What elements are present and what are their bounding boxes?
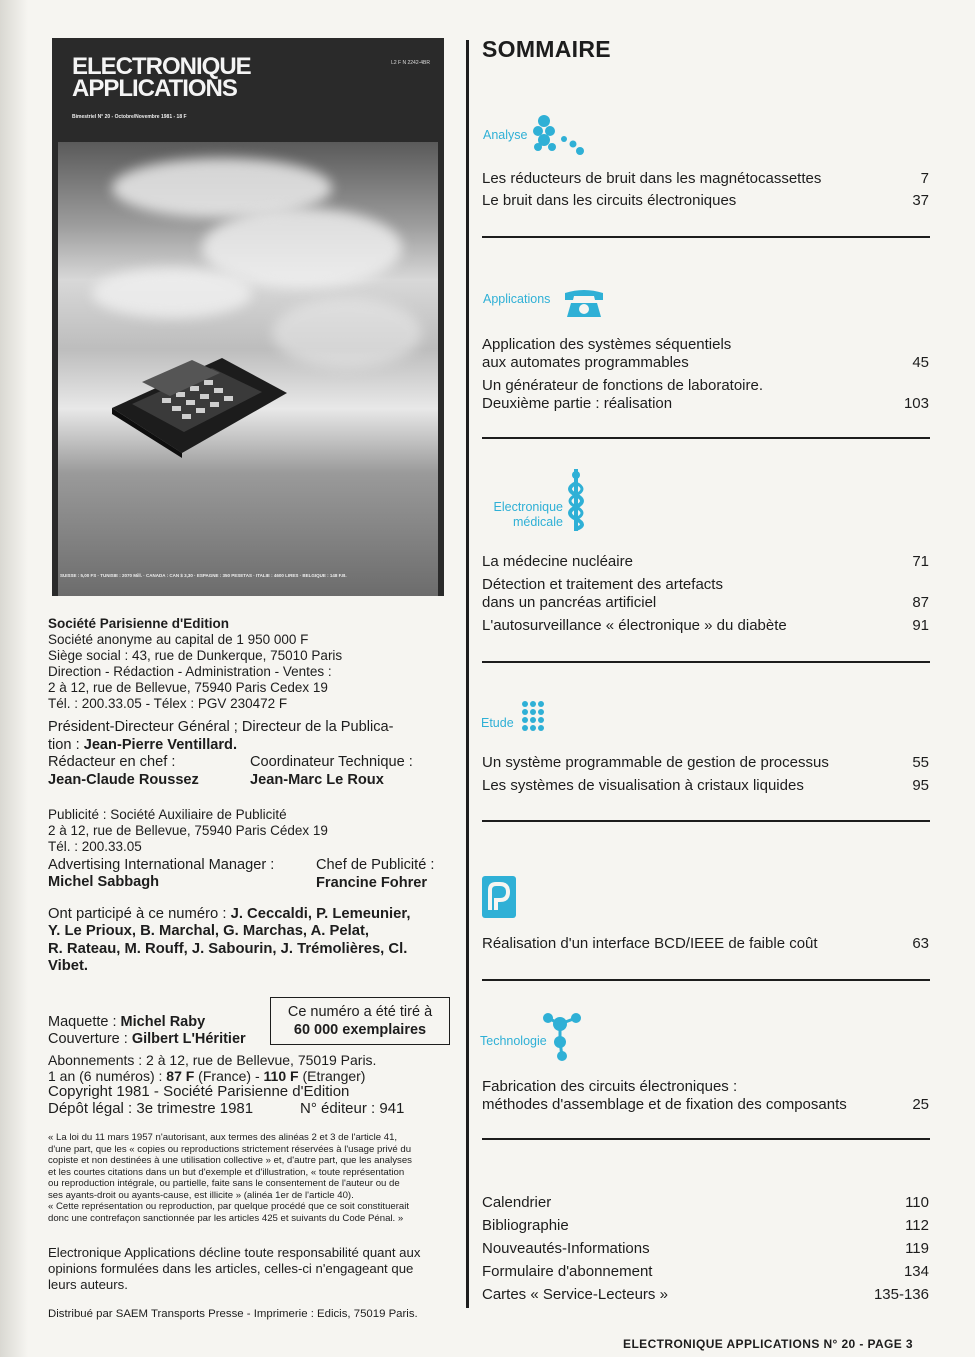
toc-entry: Bibliographie 112 — [482, 1217, 929, 1234]
publicite-line: Publicité : Société Auxiliaire de Publicité — [48, 807, 287, 822]
column-rule — [466, 40, 469, 1308]
cover-subtitle: Bimestriel N° 20 - Octobre/Novembre 1981 - 18 F — [72, 114, 187, 120]
contributors-line: Y. Le Prioux, B. Marchal, G. Marchas, A. Pelat, — [48, 923, 369, 939]
abonnements-line: Abonnements : 2 à 12, rue de Bellevue, 75019 Paris. — [48, 1052, 377, 1068]
contributors-line: R. Rateau, M. Rouff, J. Sabourin, J. Trémolières, Cl. — [48, 941, 408, 957]
toc-entry: Nouveautés-Informations 119 — [482, 1240, 929, 1257]
section-label-technologie: Technologie — [480, 1034, 547, 1048]
legal-notice: « La loi du 11 mars 1957 n'autorisant, aux termes des alinéas 2 et 3 de l'article 41, d'une part, que les « copies ou reproductions strictement réservées à l'usage privé du copiste et non destinées à une utilisation collective » et, d'autre part, que les analyses et les courtes citations dans un but d'exemple et d'illustration, « toute représentation ou reproduction intégrale, ou partielle, faite sans le consentement de l'auteur ou de ses ayants-droit ou ayants-cause, est illicite » (alinéa 1er de l'article 40). « Cette représentation ou reproduction, par quelque procédé que ce soit constituerait donc une contrefaçon sanctionnée par les articles 425 et suivants du Code Pénal. » — [48, 1132, 412, 1224]
dot-grid-icon — [511, 699, 547, 737]
toc-entry: Réalisation d'un interface BCD/IEEE de faible coût 63 — [482, 935, 929, 952]
chef-label: Chef de Publicité : — [316, 857, 435, 873]
contributors-line: Vibet. — [48, 958, 89, 974]
president-name-line: tion : Jean-Pierre Ventillard. — [48, 737, 238, 753]
section-label-analyse: Analyse — [483, 128, 528, 142]
toc-entry: Un système programmable de gestion de processus 55 — [482, 754, 929, 771]
print-run-count: 60 000 exemplaires — [293, 1022, 427, 1038]
section-divider — [482, 236, 930, 238]
couverture-line: Couverture : Gilbert L'Héritier — [48, 1031, 246, 1047]
contributors-line: Ont participé à ce numéro : J. Ceccaldi, P. Lemeunier, — [48, 906, 411, 922]
print-run-text: Ce numéro a été tiré à — [287, 1004, 433, 1020]
toc-entry: La médecine nucléaire 71 — [482, 553, 929, 570]
sommaire-title: SOMMAIRE — [482, 36, 611, 62]
redacteur-label: Rédacteur en chef : — [48, 754, 176, 770]
cover-image — [52, 38, 444, 596]
toc-entry: L'autosurveillance « électronique » du diabète 91 — [482, 617, 929, 634]
advertising-label: Advertising International Manager : — [48, 857, 275, 873]
section-label-applications: Applications — [483, 292, 551, 306]
analyse-icon — [528, 113, 588, 157]
print-run-box — [270, 997, 450, 1045]
disclaimer-line: leurs auteurs. — [48, 1277, 128, 1292]
coordinateur-label: Coordinateur Technique : — [250, 754, 413, 770]
caduceus-icon — [562, 469, 590, 531]
chef-name: Francine Fohrer — [316, 875, 428, 891]
publisher-line: Direction - Rédaction - Administration - Ventes : — [48, 664, 332, 679]
cover-title: ELECTRONIQUE APPLICATIONS — [72, 53, 251, 102]
section-divider — [482, 820, 930, 822]
advertising-name: Michel Sabbagh — [48, 874, 160, 890]
section-label-etude: Etude — [481, 716, 514, 730]
telephone-icon — [563, 289, 605, 319]
section-divider — [482, 979, 930, 981]
distribution-line: Distribué par SAEM Transports Presse - Imprimerie : Edicis, 75019 Paris. — [48, 1308, 418, 1320]
section-divider — [482, 661, 930, 663]
toc-entry: Fabrication des circuits électroniques : méthodes d'assemblage et de fixation des composants 25 — [482, 1078, 929, 1113]
toc-entry: Détection et traitement des artefacts dans un pancréas artificiel 87 — [482, 576, 929, 611]
publisher-line: Société anonyme au capital de 1 950 000 F — [48, 632, 309, 647]
toc-entry: Cartes « Service-Lecteurs » 135-136 — [482, 1286, 929, 1303]
section-label-medicale: Electronique médicale — [493, 500, 563, 529]
section-divider — [482, 1138, 930, 1140]
molecule-icon — [540, 1010, 584, 1064]
toc-entry: Les systèmes de visualisation à cristaux liquides 95 — [482, 777, 929, 794]
toc-entry: Un générateur de fonctions de laboratoire. Deuxième partie : réalisation 103 — [482, 377, 929, 412]
disclaimer-line: Electronique Applications décline toute responsabilité quant aux — [48, 1245, 421, 1260]
redacteur-name: Jean-Claude Roussez — [48, 772, 199, 788]
toc-entry: Application des systèmes séquentiels aux automates programmables 45 — [482, 336, 929, 371]
toc-entry: Formulaire d'abonnement 134 — [482, 1263, 929, 1280]
toc-entry: Le bruit dans les circuits électroniques 37 — [482, 192, 929, 209]
publisher-line: Tél. : 200.33.05 - Télex : PGV 230472 F — [48, 696, 288, 711]
numero-editeur: N° éditeur : 941 — [300, 1100, 405, 1117]
calculator-illustration — [102, 338, 292, 458]
publisher-line: Siège social : 43, rue de Dunkerque, 75010 Paris — [48, 648, 343, 663]
president-name: Jean-Pierre Ventillard. — [83, 737, 238, 753]
publicite-line: 2 à 12, rue de Bellevue, 75940 Paris Cédex 19 — [48, 823, 328, 838]
maquette-line: Maquette : Michel Raby — [48, 1014, 206, 1030]
cover-prices: SUISSE : 5,00 FS · TUNISIE : 2070 Mill. · CANADA : CAN $ 3,30 · ESPAGNE : 350 PESETAS · ITALIE : 4600 LIRES · BELGIQUE : 148 F.B. — [60, 573, 347, 578]
toc-entry: Calendrier 110 — [482, 1194, 929, 1211]
toc-entry: Les réducteurs de bruit dans les magnétocassettes 7 — [482, 170, 929, 187]
page-shadow — [0, 0, 28, 1357]
section-divider — [482, 437, 930, 439]
cover-code: L2 F N 2242-4BR — [391, 60, 430, 66]
copyright-line: Copyright 1981 - Société Parisienne d'Edition — [48, 1083, 350, 1100]
publisher-line: 2 à 12, rue de Bellevue, 75940 Paris Cedex 19 — [48, 680, 328, 695]
publicite-line: Tél. : 200.33.05 — [48, 839, 142, 854]
publisher-name: Société Parisienne d'Edition — [48, 616, 230, 631]
depot-legal: Dépôt légal : 3e trimestre 1981 — [48, 1100, 254, 1117]
page-footer: ELECTRONIQUE APPLICATIONS N° 20 - PAGE 3 — [623, 1337, 913, 1351]
pratique-icon — [482, 876, 516, 918]
coordinateur-name: Jean-Marc Le Roux — [250, 772, 384, 788]
tarif-line: 1 an (6 numéros) : 87 F (France) - 110 F (Etranger) — [48, 1068, 366, 1084]
president-line: Président-Directeur Général ; Directeur de la Publica- — [48, 719, 394, 735]
disclaimer-line: opinions formulées dans les articles, celles-ci n'engageant que — [48, 1261, 414, 1276]
